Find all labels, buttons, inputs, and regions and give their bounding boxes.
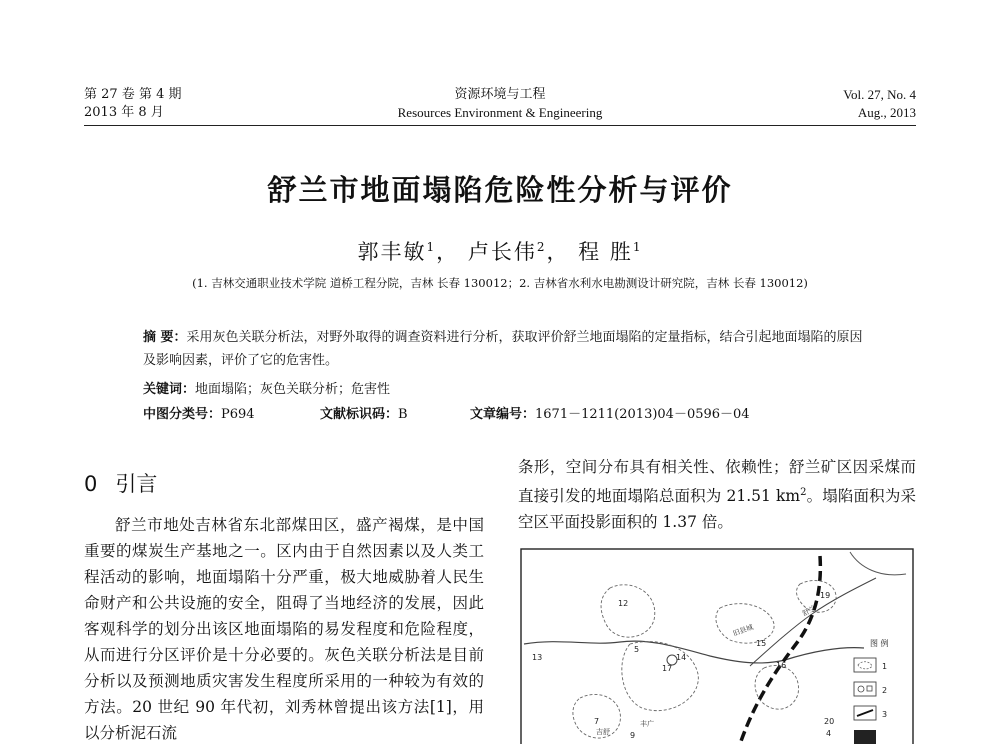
- author-name: 卢长伟: [467, 240, 537, 264]
- issue-date: 2013 年 8 月: [84, 105, 164, 120]
- legend-swatch: [854, 682, 876, 696]
- classification-number: [143, 403, 255, 422]
- legend-item-label: 3: [882, 710, 888, 719]
- author-name: 郭丰敏: [357, 240, 427, 264]
- clc-label: 中图分类号：: [143, 407, 222, 422]
- affiliations: (1. 吉林交通职业技术学院 道桥工程分院，吉林 长春 130012；2. 吉林省水利水电勘测设计研究院，吉林 长春 130012): [192, 276, 808, 290]
- legend-title: 图 例: [870, 639, 889, 648]
- header-rule: [84, 125, 916, 126]
- legend-collapse-zone-icon: [858, 662, 872, 669]
- section-title: 引言: [115, 472, 158, 496]
- zone-number-label: 13: [532, 653, 543, 662]
- paragraph-text: 条形，空间分布具有相关性、依赖性；舒兰矿区因采煤而直接引发的地面塌陷总面积为 21.51 km: [518, 458, 916, 506]
- legend-item-label: 1: [882, 662, 888, 671]
- place-label: 舒兰: [801, 604, 818, 618]
- article-title: 舒兰市地面塌陷危险性分析与评价: [267, 173, 733, 207]
- legend-swatch: [854, 658, 876, 672]
- zone-number-label: 15: [756, 639, 767, 648]
- document-code: [320, 403, 408, 422]
- keywords-text: 地面塌陷；灰色关联分析；危害性: [195, 382, 391, 397]
- zone-number-label: 7: [594, 717, 600, 726]
- abstract-label: 摘 要：: [143, 330, 187, 345]
- abstract: [143, 326, 868, 372]
- place-label: 旧县城: [731, 623, 755, 638]
- journal-name-en: Resources Environment & Engineering: [397, 105, 603, 120]
- zone-number-label: 9: [630, 731, 636, 740]
- zone-number-label: 16: [776, 661, 787, 670]
- running-header-right: [760, 86, 916, 122]
- collapse-zone-outline: [716, 604, 774, 643]
- paragraph-text: 。塌陷面积为采空区平面投影面积的 1.37 倍。: [518, 487, 916, 532]
- running-header-center: [380, 86, 620, 122]
- zone-number-label: 20: [824, 717, 835, 726]
- abstract-text: 采用灰色关联分析法，对野外取得的调查资料进行分析，获取评价舒兰地面塌陷的定量指标，结合引起地面塌陷的原因及影响因素，评价了它的危害性。: [143, 330, 863, 368]
- railway-line: [740, 556, 820, 744]
- section-number: 0: [84, 472, 98, 496]
- zone-number-label: 4: [826, 729, 832, 738]
- legend-swatch: [854, 730, 876, 744]
- author-separator: ，: [546, 240, 570, 264]
- zone-number-label: 14: [676, 653, 687, 662]
- intro-paragraph-right: [518, 454, 916, 535]
- zone-number-label: 12: [618, 599, 629, 608]
- author-affiliation-mark: 1: [632, 240, 643, 254]
- running-header-left: [84, 86, 181, 122]
- author-name: 程 胜: [578, 240, 633, 264]
- volume-issue: 第 27 卷 第 4 期: [84, 87, 182, 102]
- keywords-label: 关键词：: [143, 382, 196, 397]
- article-no-label: 文章编号：: [470, 407, 536, 422]
- volume-issue-en: Vol. 27, No. 4: [843, 87, 916, 102]
- author-affiliation-mark: 1: [426, 240, 437, 254]
- journal-name-cn: 资源环境与工程: [454, 87, 546, 102]
- legend-railway-icon: [857, 710, 873, 716]
- issue-date-en: Aug., 2013: [857, 105, 916, 120]
- zone-number-label: 17: [662, 664, 673, 673]
- section-heading-intro: [84, 468, 157, 498]
- unit-superscript: 2: [800, 487, 807, 498]
- author-line: [0, 236, 1000, 266]
- author-separator: ，: [436, 240, 460, 264]
- article-no-value: 1671－1211(2013)04－0596－04: [535, 407, 750, 422]
- doc-code-label: 文献标识码：: [320, 407, 399, 422]
- collapse-zone-map-figure: [520, 548, 914, 744]
- zone-number-label: 5: [634, 645, 640, 654]
- intro-paragraph-left: 舒兰市地处吉林省东北部煤田区，盛产褐煤，是中国重要的煤炭生产基地之一。区内由于自然因素以及人类工程活动的影响，地面塌陷十分严重，极大地威胁着人民生命财产和公共设施的安全，阻碍了当地经济的发展，因此客观科学的划分出该区地面塌陷的易发程度和危险程度，从而进行分区评价是十分必要的。灰色关联分析法是目前分析以及预测地质灾害发生程度所采用的一种较为有效的方法。20 世纪 90 年代初，刘秀林曾提出该方法[1]，用以分析泥石流: [84, 516, 484, 742]
- zone-number-label: 19: [820, 591, 831, 600]
- doc-code-value: B: [398, 407, 408, 422]
- article-number: [470, 403, 750, 422]
- keywords: [143, 378, 390, 397]
- legend-item-label: 2: [882, 686, 888, 695]
- place-label: 吉舒: [596, 728, 610, 736]
- legend-building-icon: [867, 686, 872, 691]
- map-legend: [854, 638, 889, 744]
- boundary-line: [850, 552, 906, 575]
- author-affiliation-mark: 2: [536, 240, 547, 254]
- place-label: 丰广: [640, 720, 654, 728]
- river-line: [524, 641, 864, 663]
- collapse-zone-outline: [601, 585, 655, 637]
- legend-town-icon: [858, 686, 864, 692]
- clc-value: P694: [221, 407, 255, 422]
